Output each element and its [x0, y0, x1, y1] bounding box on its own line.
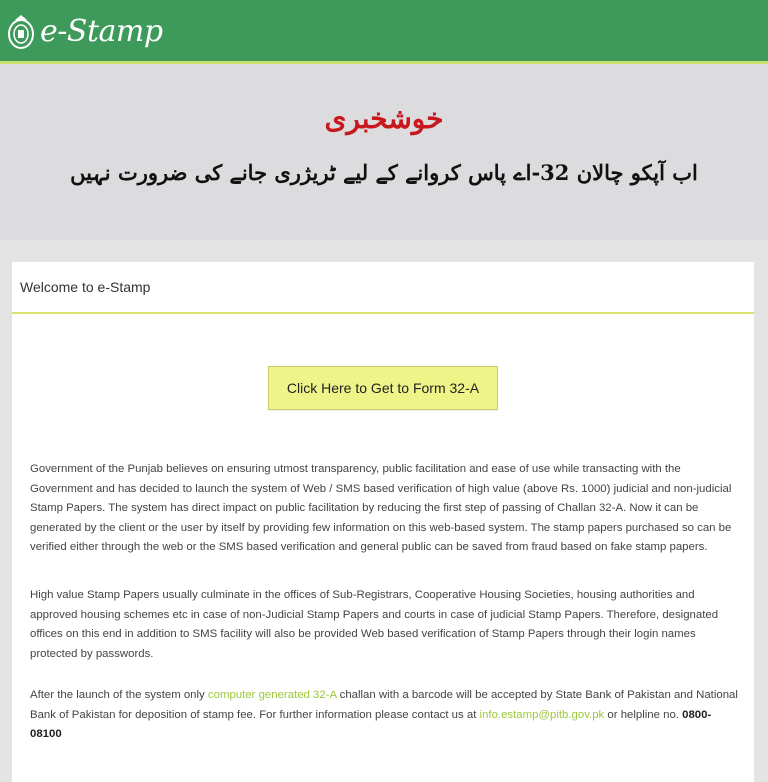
stamp-papers-paragraph: High value Stamp Papers usually culminate in the offices of Sub-Registrars, Cooperative Housing Societies, housing authorities and approved housing schemes etc in case of non-Judicial Stamp Papers and courts in case of judicial Stamp Papers. Therefore, designated offices on this end in addition to SMS facility will also be provided Web based verification of Stamp Papers through their login names protected by passwords. [30, 589, 719, 660]
form-32a-button[interactable]: Click Here to Get to Form 32-A [268, 366, 498, 410]
punjab-emblem-icon [6, 12, 36, 52]
computer-generated-link[interactable]: computer generated 32-A [207, 689, 337, 701]
contact-paragraph [30, 686, 738, 745]
banner-title: خوشخبری [324, 102, 444, 135]
banner-subtitle: اب آپکو چالان 32-اے پاس کروانے کے لیے ٹریژری جانے کی ضرورت نہیں [70, 160, 698, 185]
email-link[interactable]: info.estamp@pitb.gov.pk [479, 708, 605, 721]
top-header-bar [0, 0, 768, 64]
panel-header: Welcome to e-Stamp [12, 262, 754, 314]
estamp-logo[interactable]: e-Stamp [40, 14, 163, 49]
contact-text-2: challan with a barcode will be accepted by State Bank of Pakistan and National Bank of Pakistan for deposition of stamp fee. For further information please contact us at [30, 689, 738, 721]
contact-text-1: After the launch of the system only [30, 689, 208, 701]
contact-text-3: or helpline no. [604, 708, 683, 721]
intro-paragraph: Government of the Punjab believes on ensuring utmost transparency, public facilitation and ease of use while transacting with the Government and has decided to launch the system of Web / SMS based verification of high value (above Rs. 1000) judicial and non-judicial Stamp Papers. The system has direct impact on public facilitation by reducing the first step of passing of Challan 32-A. Now it can be generated by the client or the user by itself by providing few information on this web-based system. The stamp papers purchased so can be verified either through the web or the SMS based verification and general public can be saved from fraud based on fake stamp papers. [30, 463, 732, 553]
welcome-panel [12, 262, 754, 782]
helpline-number: 0800-08100 [30, 708, 712, 740]
announcement-banner [0, 64, 768, 240]
